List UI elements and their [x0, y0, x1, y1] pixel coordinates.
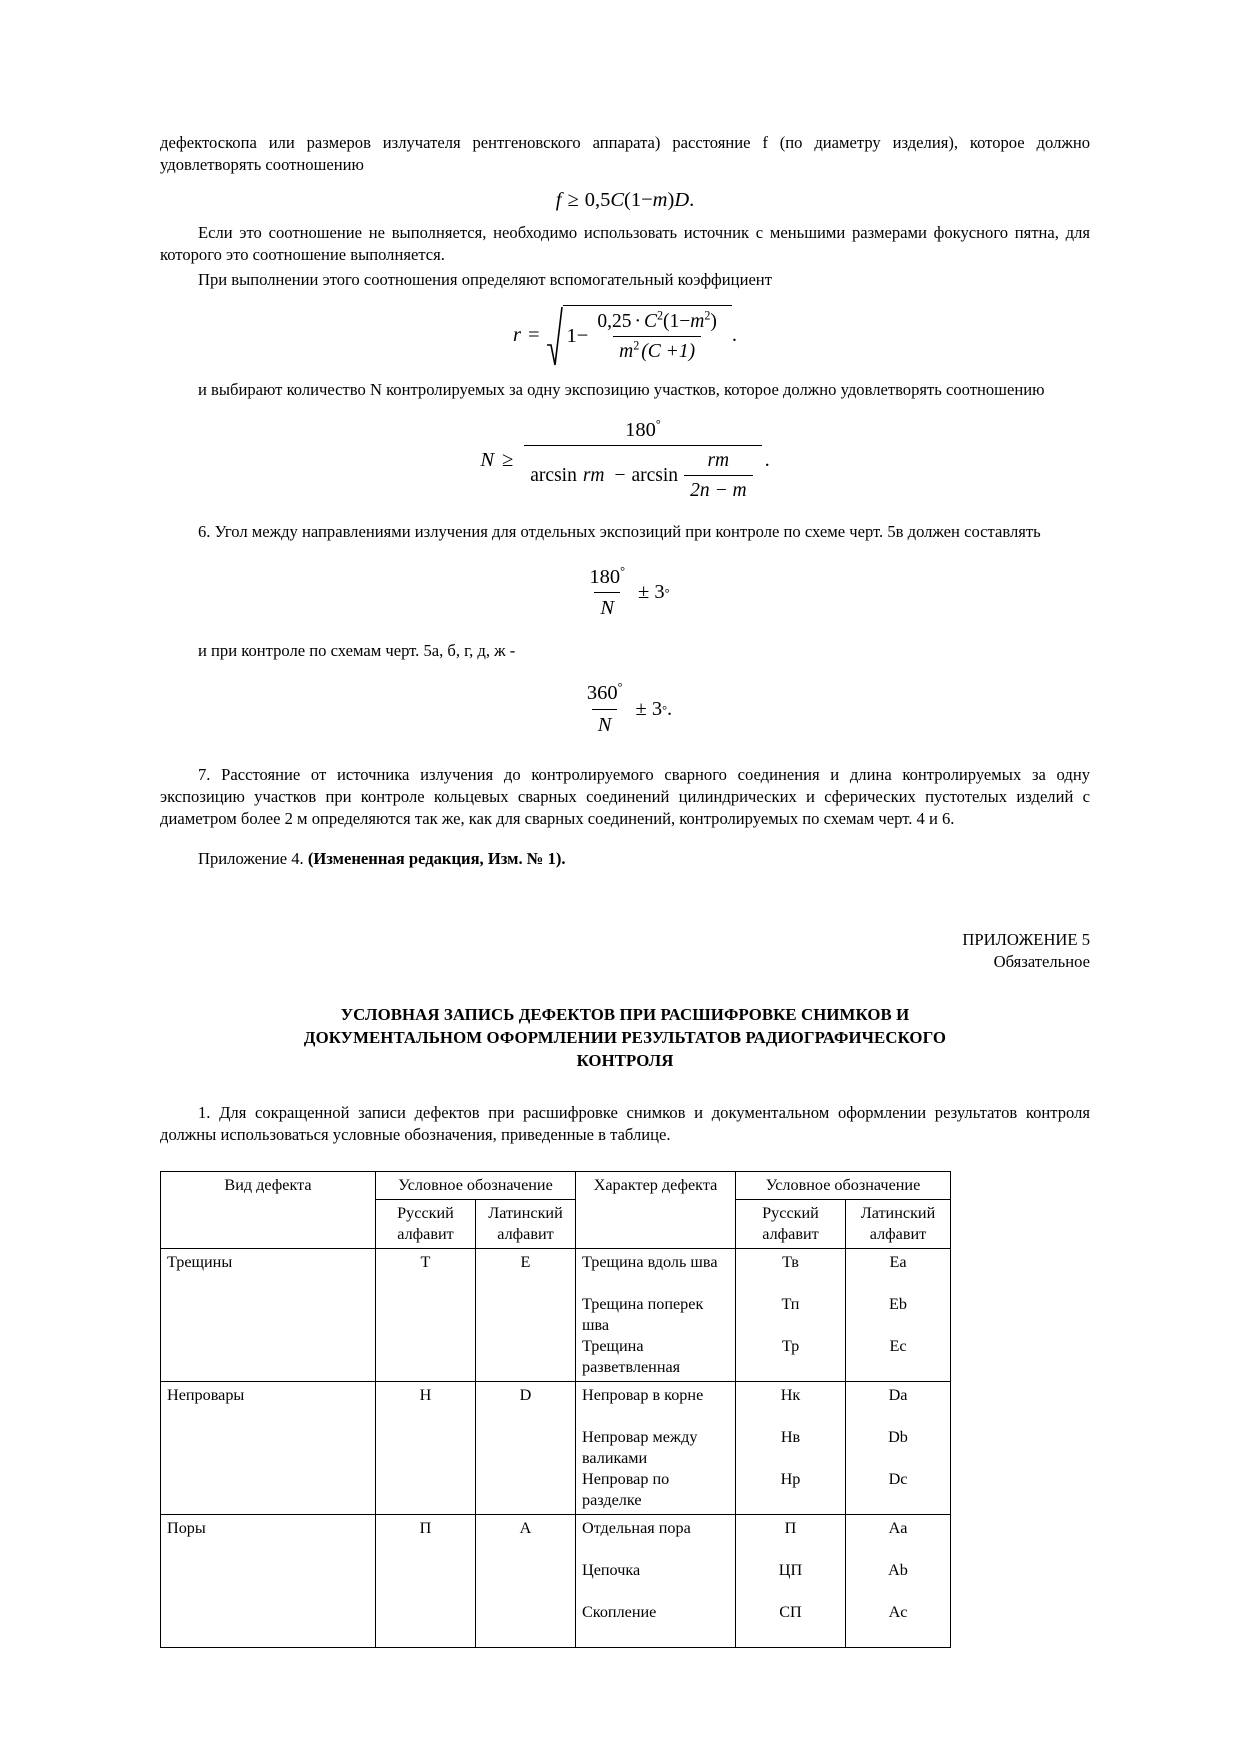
formula-n-arcsin-2: arcsin [631, 465, 679, 487]
list-item: Трещина вдоль шва [582, 1252, 718, 1271]
list-item: Непровар между валиками [582, 1427, 698, 1467]
cell-defect-nature-list [576, 1381, 736, 1514]
cell-latin-symbol: A [476, 1514, 576, 1647]
list-item: Трещина разветвленная [582, 1336, 681, 1376]
list-item: Непровар по разделке [582, 1469, 670, 1509]
appendix-5-kind: Обязательное [993, 951, 1090, 971]
list-item: Скопление [582, 1602, 657, 1621]
formula-r-auxiliary-coefficient [160, 305, 1090, 367]
cell-nature-russian-symbol-list [736, 1514, 846, 1647]
header-symbol-group-1: Условное обозначение [376, 1171, 576, 1199]
table-row [161, 1381, 951, 1514]
appendix-4-revision-note: (Измененная редакция, Изм. № 1). [307, 848, 566, 868]
formula-angle-360-over-n: $\frac{360^\circ}{N}$ ± 3 ° . [160, 680, 1090, 739]
page-title-line-3: КОНТРОЛЯ [576, 1050, 674, 1070]
table-body [161, 1248, 951, 1647]
formula-angle-180-over-n: $\frac{180^\circ}{N}$ ± 3 ° [160, 564, 1090, 623]
formula-f-paren-open: (1− [624, 188, 653, 211]
page-title-line-2: ДОКУМЕНТАЛЬНОМ ОФОРМЛЕНИИ РЕЗУЛЬТАТОВ РАДИОГРАФИЧЕСКОГО [303, 1027, 947, 1047]
formula-n-num-degree: ° [655, 417, 661, 432]
formula-r-num-paren-close: ) [710, 310, 717, 332]
formula-n-inner-denominator: 2n − m [684, 475, 753, 504]
formula-n-denominator [524, 445, 761, 504]
paragraph-if-not-satisfied: Если это соотношение не выполняется, необходимо использовать источник с меньшими размерами фокусного пятна, для которого это соотношение выполняется. [160, 222, 1090, 265]
appendix-5-header [160, 929, 1090, 973]
list-item: Dc [888, 1469, 908, 1488]
formula-angle2-num-value: 360 [586, 682, 618, 705]
cell-defect-type: Непровары [161, 1381, 376, 1514]
list-item: Нр [780, 1469, 801, 1488]
formula-r-lhs: r [512, 324, 521, 347]
paragraph-and-for-schemes: и при контроле по схемам черт. 5а, б, г, д, ж - [198, 641, 516, 661]
list-item: Db [888, 1427, 908, 1446]
formula-angle2-numerator [581, 680, 629, 708]
header-symbol-group-2: Условное обозначение [736, 1171, 951, 1199]
formula-angle1-tolerance: ± 3 [638, 581, 665, 604]
list-item: Da [888, 1385, 908, 1404]
list-item: Непровар в корне [582, 1385, 704, 1404]
formula-r-denominator [613, 336, 701, 365]
formula-n-fraction [524, 417, 761, 504]
list-item: Тв [782, 1252, 799, 1271]
list-item: Трещина поперек шва [582, 1294, 704, 1334]
formula-angle2-denominator: N [592, 709, 618, 739]
formula-n-period: . [764, 449, 770, 472]
list-item: Нк [780, 1385, 801, 1404]
cell-nature-russian-symbol-list [736, 1248, 846, 1381]
formula-r-num-c-exponent: 2 [656, 308, 664, 323]
formula-r-one-minus: 1− [566, 325, 589, 348]
paragraph-auxiliary-coefficient: При выполнении этого соотношения определяют вспомогательный коэффициент [198, 269, 772, 289]
formula-n-arcsin-1: arcsin [530, 465, 577, 487]
formula-n-numerator [619, 417, 667, 445]
cell-russian-symbol: П [376, 1514, 476, 1647]
formula-angle2-tolerance: ± 3 [635, 697, 663, 720]
list-item: Цепочка [582, 1560, 641, 1579]
list-item: Тр [781, 1336, 800, 1355]
paragraph-appendix-4-revision [160, 848, 1090, 870]
list-item: Aa [888, 1518, 908, 1537]
cell-defect-type: Поры [161, 1514, 376, 1647]
cell-defect-nature-list [576, 1248, 736, 1381]
formula-r-fraction [591, 309, 723, 365]
formula-n-rm-1: rm [582, 465, 605, 487]
list-item: Ac [888, 1602, 908, 1621]
formula-r-den-rest: (C +1) [641, 340, 696, 362]
list-item: Отдельная пора [582, 1518, 691, 1537]
formula-r-period: . [731, 324, 738, 347]
cell-latin-symbol: D [476, 1381, 576, 1514]
list-item: Ea [889, 1252, 907, 1271]
appendix-5-label: ПРИЛОЖЕНИЕ 5 [962, 930, 1090, 950]
appendix-4-label: Приложение 4. [198, 848, 308, 868]
formula-angle2-fraction [581, 680, 629, 739]
header-latin-alphabet-2: Латинский алфавит [846, 1199, 951, 1248]
header-defect-type: Вид дефекта [161, 1171, 376, 1248]
defect-designations-table [160, 1171, 951, 1648]
formula-f-minimum-distance [160, 187, 1090, 214]
formula-r-num-m-exponent: 2 [704, 308, 711, 323]
header-russian-alphabet-2: Русский алфавит [736, 1199, 846, 1248]
header-defect-nature: Характер дефекта [576, 1171, 736, 1248]
formula-n-number-of-sections [160, 417, 1090, 504]
formula-r-numerator [591, 309, 723, 336]
list-item: Ab [888, 1560, 908, 1579]
table-header-row-top [161, 1171, 951, 1199]
radical-sign-icon [547, 305, 563, 367]
list-item: П [784, 1518, 797, 1537]
cell-defect-type: Трещины [161, 1248, 376, 1381]
paragraph-continuation: дефектоскопа или размеров излучателя рентгеновского аппарата) расстояние f (по диаметру изделия), которое должно удовлетворять соотношению [160, 133, 1090, 175]
formula-angle2-num-degree: ° [617, 680, 623, 695]
formula-r-equals: = [527, 324, 540, 347]
list-item: Ec [889, 1336, 907, 1355]
paragraph-item-1-shorthand: 1. Для сокращенной записи дефектов при расшифровке снимков и документальном оформлении результатов контроля должны использоваться условные обозначения, приведенные в таблице. [160, 1102, 1090, 1145]
formula-f-relation: ≥ [567, 188, 579, 211]
formula-f-m: m [652, 188, 668, 211]
cell-russian-symbol: Н [376, 1381, 476, 1514]
formula-n-relation: ≥ [502, 449, 514, 472]
cell-latin-symbol: E [476, 1248, 576, 1381]
formula-n-lhs: N [480, 449, 494, 472]
formula-r-den-m-exponent: 2 [633, 338, 640, 353]
paragraph-choose-n: и выбирают количество N контролируемых за одну экспозицию участков, которое должно удовлетворять соотношению [198, 379, 1045, 399]
list-item: СП [779, 1602, 802, 1621]
formula-n-minus: − [614, 465, 626, 487]
formula-angle1-num-value: 180 [589, 565, 621, 588]
formula-angle1-denominator: N [594, 592, 620, 622]
formula-r-num-m: m [690, 310, 705, 332]
formula-r-den-m: m [619, 340, 634, 362]
formula-f-c: C [610, 188, 625, 211]
table-row [161, 1248, 951, 1381]
formula-angle1-fraction [583, 564, 631, 623]
formula-r-num-paren-open: (1− [663, 310, 691, 332]
page-title-line-1: УСЛОВНАЯ ЗАПИСЬ ДЕФЕКТОВ ПРИ РАСШИФРОВКЕ СНИМКОВ И [340, 1004, 910, 1024]
cell-nature-latin-symbol-list [846, 1381, 951, 1514]
table-head [161, 1171, 951, 1248]
paragraph-item-6-angle: 6. Угол между направлениями излучения для отдельных экспозиций при контроле по схеме черт. 5в должен составлять [198, 522, 1041, 542]
formula-n-inner-fraction [684, 448, 753, 504]
formula-f-d: D [674, 188, 690, 211]
header-russian-alphabet-1: Русский алфавит [376, 1199, 476, 1248]
formula-r-num-dot: · [634, 310, 641, 332]
formula-f-paren-close: ) [667, 188, 675, 211]
formula-r-radicand [563, 305, 732, 367]
formula-n-num-value: 180 [625, 419, 656, 442]
list-item: Тп [781, 1294, 800, 1313]
cell-nature-russian-symbol-list [736, 1381, 846, 1514]
formula-r-radical [547, 305, 732, 367]
cell-russian-symbol: Т [376, 1248, 476, 1381]
table-row [161, 1514, 951, 1647]
list-item: ЦП [778, 1560, 803, 1579]
page-title [220, 1003, 1030, 1072]
formula-n-inner-numerator: rm [707, 450, 730, 472]
formula-angle1-num-degree: ° [620, 563, 626, 578]
cell-nature-latin-symbol-list [846, 1514, 951, 1647]
paragraph-item-7-distance: 7. Расстояние от источника излучения до контролируемого сварного соединения и длина контролируемых за одну экспозицию участков при контроле кольцевых сварных соединений цилиндрических и сферических пустотелых изделий с диаметром более 2 м определяются так же, как для сварных соединений, контролируемых по схемам черт. 4 и 6. [160, 764, 1090, 829]
formula-f-lhs: f [555, 188, 562, 211]
formula-angle2-period: . [667, 697, 673, 720]
header-latin-alphabet-1: Латинский алфавит [476, 1199, 576, 1248]
cell-defect-nature-list [576, 1514, 736, 1647]
list-item: Нв [780, 1427, 801, 1446]
formula-r-num-c: C [643, 310, 657, 332]
formula-angle1-numerator [583, 564, 631, 592]
formula-r-num-const: 0,25 [597, 310, 632, 332]
formula-f-period: . [689, 188, 695, 211]
formula-f-coefficient: 0,5 [584, 188, 611, 211]
list-item: Eb [889, 1294, 907, 1313]
cell-nature-latin-symbol-list [846, 1248, 951, 1381]
